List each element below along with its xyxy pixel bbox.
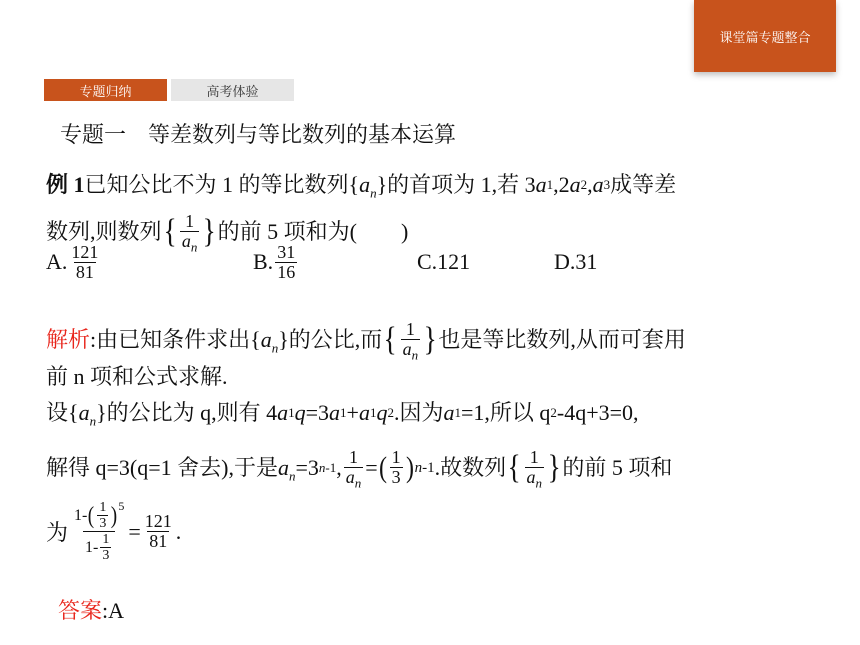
fraction: $\frac{1}{a_n}$	[181, 211, 198, 255]
tab-label: 高考体验	[206, 84, 259, 100]
text: :由已知条件求出{	[90, 326, 261, 352]
solution-line-3: 设{ $a_n$ }的公比为 q,则有 4 a 1 q =3 a 1 + a 1 q 2 .因为 a 1 =1,所以 q 2 -4q+3=0,	[46, 400, 639, 429]
text: }的公比,而	[278, 326, 383, 352]
complex-fraction: 1- ( $\frac{1}{3}$ ) $^5$ 1- $\frac{1}{3}$	[74, 498, 125, 563]
text: 已知公比不为 1 的等比数列{	[84, 172, 360, 197]
answer-value: :A	[102, 598, 125, 623]
text: 的前 5 项和为( )	[217, 218, 409, 244]
tab-label: 专题归纳	[79, 84, 132, 100]
text: ,	[336, 454, 342, 480]
num: 121	[71, 241, 99, 262]
answer-label: 答案	[58, 598, 103, 623]
text: }的首项为 1,若 3	[376, 172, 536, 197]
text: +	[346, 400, 359, 425]
option-c: C.121	[417, 249, 471, 274]
text: }的公比为 q,则有 4	[96, 400, 278, 425]
text: 前 n 项和公式求解.	[46, 364, 228, 389]
text: =	[365, 454, 378, 480]
tab-exam-experience[interactable]	[171, 79, 294, 101]
den: 16	[277, 261, 296, 282]
text: =	[128, 518, 141, 544]
text: 的前 5 项和	[562, 454, 673, 480]
text: 也是等比数列,从而可套用	[438, 326, 686, 352]
text: 解得 q=3(q=1 舍去),于是	[46, 454, 278, 480]
text: .因为	[393, 400, 444, 425]
text: =3	[295, 454, 319, 480]
text: 数列,则数列	[46, 218, 162, 244]
option-a	[46, 243, 102, 282]
solution-line-1: 解析 :由已知条件求出{ $a_n$ }的公比,而 { $\frac{1}{a_n}$ } 也是等比数列,从而可套用	[46, 319, 686, 363]
solution-line-2	[46, 362, 228, 392]
solution-line-4: 解得 q=3(q=1 舍去),于是 $a_n$ =3 n-1 , $\frac{1}{a_n}$ = ( $\frac{1}{3}$ ) n-1 .故数列 { $\frac{1}{a_n}$ } 的前 5 项和	[46, 447, 673, 491]
option-b	[253, 243, 299, 282]
example-line-2: 数列,则数列 { $\frac{1}{a_n}$ } 的前 5 项和为( )	[46, 211, 409, 255]
solution-line-5: 为 1- ( $\frac{1}{3}$ ) $^5$ 1- $\frac{1}{3}$ = $\frac{121}{81}$ .	[46, 498, 182, 563]
option-label: B.	[253, 249, 274, 274]
example-line-1: 例 1 已知公比不为 1 的等比数列{ $a_n$ }的首项为 1,若 3 a 1 ,2 a 2 , a 3 成等差	[46, 172, 677, 201]
text: ,	[587, 172, 593, 197]
text: .故数列	[434, 454, 507, 480]
den: 81	[75, 261, 94, 282]
option-d: D.31	[554, 249, 598, 274]
text: 成等差	[610, 172, 677, 197]
text: =1,所以 q	[460, 400, 551, 425]
tab-topic-summary[interactable]	[44, 79, 167, 101]
text: =3	[305, 400, 330, 425]
text: .	[175, 518, 182, 544]
example-label: 例 1	[46, 172, 85, 197]
corner-tab-label: 课堂篇专题整合	[719, 30, 811, 46]
solution-label: 解析	[46, 326, 91, 352]
section-corner-tab[interactable]	[694, 0, 836, 72]
text: 设{	[46, 400, 79, 425]
option-label: A.	[46, 249, 68, 274]
text: 为	[46, 520, 69, 545]
num: 31	[277, 241, 296, 262]
answer-line	[58, 596, 124, 626]
text: ,2	[553, 172, 570, 197]
section-title: 专题一 等差数列与等比数列的基本运算	[60, 123, 457, 148]
tab-bar	[44, 79, 294, 101]
text: -4q+3=0,	[556, 400, 639, 425]
